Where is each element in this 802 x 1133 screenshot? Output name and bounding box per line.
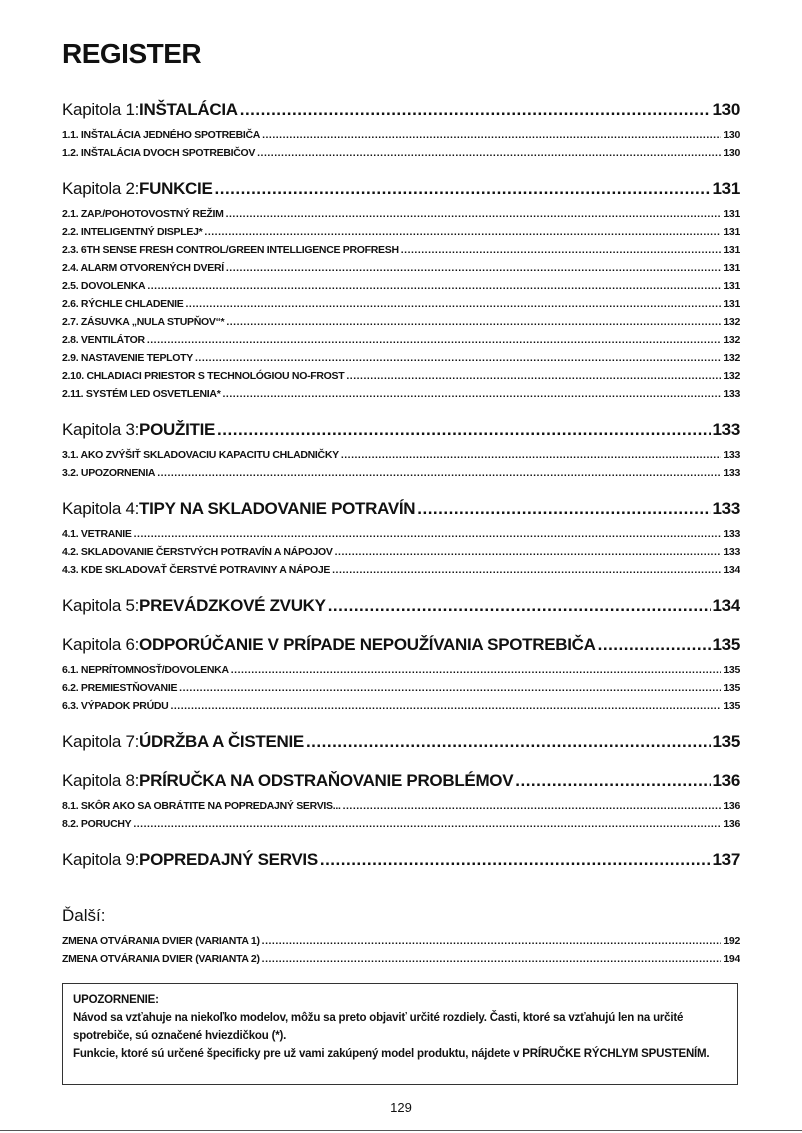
chapter-page: 137 [712, 850, 740, 869]
dot-leader [133, 815, 721, 833]
chapter-title: INŠTALÁCIA [139, 100, 238, 119]
toc-entry[interactable] [62, 223, 740, 241]
chapter-title: PREVÁDZKOVÉ ZVUKY [139, 596, 326, 615]
dot-leader [257, 144, 721, 162]
toc-entry[interactable] [62, 543, 740, 561]
toc-entry-label: 1.1. INŠTALÁCIA JEDNÉHO SPOTREBIČA [62, 129, 261, 141]
toc-entry[interactable] [62, 205, 740, 223]
toc-entry[interactable] [62, 815, 740, 833]
toc-entry[interactable] [62, 367, 740, 385]
bottom-rule [0, 1130, 802, 1131]
toc-chapter-section [62, 177, 740, 403]
toc-entry-label: 3.1. AKO ZVÝŠIŤ SKLADOVACIU KAPACITU CHLADNIČKY [62, 449, 339, 461]
dot-leader [185, 295, 721, 313]
toc-entry[interactable] [62, 349, 740, 367]
toc-entry[interactable] [62, 241, 740, 259]
dot-leader [226, 205, 722, 223]
toc-entry[interactable] [62, 464, 740, 482]
dot-leader [157, 464, 721, 482]
toc-entry-label: 4.3. KDE SKLADOVAŤ ČERSTVÉ POTRAVINY A NÁPOJE [62, 564, 331, 576]
toc-chapter[interactable] [62, 497, 740, 521]
toc-entry[interactable] [62, 697, 740, 715]
toc-chapter[interactable] [62, 730, 740, 754]
toc-entry-page: 130 [723, 129, 740, 141]
toc-entry-label: 2.4. ALARM OTVORENÝCH DVERÍ [62, 262, 224, 274]
toc-entry-page: 132 [723, 370, 740, 382]
toc-entry-page: 133 [723, 546, 740, 558]
dot-leader [231, 661, 722, 679]
toc-entry-label: ZMENA OTVÁRANIA DVIER (VARIANTA 1) [62, 935, 260, 947]
toc-entry[interactable] [62, 331, 740, 349]
toc-entry-label: 8.1. SKÔR AKO SA OBRÁTITE NA POPREDAJNÝ SERVIS... [62, 800, 341, 812]
toc-entry[interactable] [62, 950, 740, 968]
toc-entry[interactable] [62, 126, 740, 144]
toc-entry-page: 130 [723, 147, 740, 159]
dot-leader [215, 177, 711, 201]
toc-chapter[interactable] [62, 594, 740, 618]
notice-text: Funkcie, ktoré sú určené špecificky pre už vami zakúpený model produktu, nájdete v PRÍRUČKE RÝCHLYM SPUSTENÍM. [73, 1048, 710, 1060]
toc-entry-label: ZMENA OTVÁRANIA DVIER (VARIANTA 2) [62, 953, 260, 965]
chapter-prefix: Kapitola 6: [62, 635, 140, 654]
toc-entry-page: 131 [723, 298, 740, 310]
toc-chapter-section [62, 848, 740, 872]
toc-entry-page: 192 [723, 935, 740, 947]
toc-entry-label: 4.2. SKLADOVANIE ČERSTVÝCH POTRAVÍN A NÁPOJOV [62, 546, 333, 558]
page-title: REGISTER [62, 38, 202, 69]
toc-entry-label: 2.3. 6TH SENSE FRESH CONTROL/GREEN INTELLIGENCE PROFRESH [62, 244, 399, 256]
toc-entry-label: 2.10. CHLADIACI PRIESTOR S TECHNOLÓGIOU NO-FROST [62, 370, 345, 382]
toc-entry[interactable] [62, 932, 740, 950]
toc-entry[interactable] [62, 313, 740, 331]
chapter-title: FUNKCIE [139, 179, 213, 198]
toc-entry-label: 2.11. SYSTÉM LED OSVETLENIA* [62, 388, 221, 400]
toc-entry-page: 131 [723, 262, 740, 274]
dot-leader [195, 349, 721, 367]
dot-leader [240, 98, 711, 122]
toc-entry-page: 194 [723, 953, 740, 965]
dot-leader [147, 277, 721, 295]
chapter-title: POUŽITIE [139, 420, 216, 439]
toc-entry-label: 2.7. ZÁSUVKA „NULA STUPŇOV“* [62, 316, 225, 328]
dot-leader [226, 313, 721, 331]
toc-chapter-section [62, 594, 740, 618]
toc-entry-page: 131 [723, 226, 740, 238]
toc-entry[interactable] [62, 144, 740, 162]
dot-leader [134, 525, 722, 543]
dot-leader [217, 418, 710, 442]
other-section [62, 904, 740, 968]
chapter-title: ODPORÚČANIE V PRÍPADE NEPOUŽÍVANIA SPOTREBIČA [139, 635, 596, 654]
toc-chapter[interactable] [62, 98, 740, 122]
other-heading: Ďalší: [62, 906, 106, 925]
dot-leader [598, 633, 711, 657]
toc-entry-page: 135 [723, 700, 740, 712]
dot-leader [346, 367, 721, 385]
toc-chapter[interactable] [62, 418, 740, 442]
page-number: 129 [390, 1100, 412, 1115]
chapter-page: 130 [712, 100, 740, 119]
toc-chapter-section [62, 98, 740, 162]
chapter-page: 136 [712, 771, 740, 790]
toc-entry[interactable] [62, 561, 740, 579]
toc-entry-label: 2.9. NASTAVENIE TEPLOTY [62, 352, 193, 364]
toc-entry-label: 4.1. VETRANIE [62, 528, 132, 540]
chapter-prefix: Kapitola 8: [62, 771, 140, 790]
toc-entry-label: 2.2. INTELIGENTNÝ DISPLEJ* [62, 226, 203, 238]
toc-chapter-section [62, 633, 740, 715]
dot-leader [222, 385, 721, 403]
toc-entry-label: 1.2. INŠTALÁCIA DVOCH SPOTREBIČOV [62, 147, 256, 159]
toc-entry-page: 135 [723, 682, 740, 694]
toc-entry-page: 133 [723, 528, 740, 540]
dot-leader [262, 950, 722, 968]
toc-entry-page: 131 [723, 208, 740, 220]
toc-chapter[interactable] [62, 177, 740, 201]
toc-entry[interactable] [62, 446, 740, 464]
toc-entry-label: 6.3. VÝPADOK PRÚDU [62, 700, 169, 712]
toc-entry[interactable] [62, 525, 740, 543]
toc-entry[interactable] [62, 277, 740, 295]
toc-chapter[interactable] [62, 633, 740, 657]
chapter-title: PRÍRUČKA NA ODSTRAŇOVANIE PROBLÉMOV [139, 771, 514, 790]
dot-leader [262, 126, 721, 144]
toc-entry-page: 132 [723, 334, 740, 346]
toc-chapter-section [62, 497, 740, 579]
notice-heading: UPOZORNENIE: [73, 994, 159, 1006]
dot-leader [335, 543, 722, 561]
toc-chapter[interactable] [62, 848, 740, 872]
chapter-title: POPREDAJNÝ SERVIS [139, 850, 318, 869]
chapter-title: TIPY NA SKLADOVANIE POTRAVÍN [139, 499, 416, 518]
dot-leader [320, 848, 711, 872]
dot-leader [515, 769, 710, 793]
chapter-prefix: Kapitola 7: [62, 732, 140, 751]
chapter-page: 133 [712, 499, 740, 518]
notice-box [62, 983, 738, 1085]
toc-entry-label: 6.1. NEPRÍTOMNOSŤ/DOVOLENKA [62, 664, 229, 676]
chapter-page: 133 [712, 420, 740, 439]
toc-entry-label: 3.2. UPOZORNENIA [62, 467, 156, 479]
toc-entry-page: 131 [723, 280, 740, 292]
dot-leader [341, 446, 722, 464]
toc-entry-page: 132 [723, 316, 740, 328]
toc-entry-label: 2.1. ZAP./POHOTOVOSTNÝ REŽIM [62, 208, 224, 220]
toc-entry-page: 131 [723, 244, 740, 256]
toc-entry-page: 136 [723, 800, 740, 812]
chapter-prefix: Kapitola 4: [62, 499, 140, 518]
toc-entry-label: 2.8. VENTILÁTOR [62, 334, 145, 346]
toc-entry-label: 2.5. DOVOLENKA [62, 280, 146, 292]
toc-entry[interactable] [62, 385, 740, 403]
toc-entry[interactable] [62, 679, 740, 697]
dot-leader [328, 594, 711, 618]
toc-entry-page: 133 [723, 467, 740, 479]
toc-chapter[interactable] [62, 769, 740, 793]
dot-leader [401, 241, 722, 259]
chapter-page: 135 [712, 635, 740, 654]
dot-leader [179, 679, 721, 697]
toc-entry-page: 136 [723, 818, 740, 830]
toc-entry-page: 134 [723, 564, 740, 576]
chapter-prefix: Kapitola 2: [62, 179, 140, 198]
toc-chapter-section [62, 730, 740, 754]
dot-leader [170, 697, 721, 715]
chapter-prefix: Kapitola 9: [62, 850, 140, 869]
chapter-page: 131 [712, 179, 740, 198]
table-of-contents [62, 83, 740, 968]
toc-entry-page: 133 [723, 388, 740, 400]
chapter-prefix: Kapitola 3: [62, 420, 140, 439]
dot-leader [147, 331, 722, 349]
dot-leader [204, 223, 721, 241]
dot-leader [417, 497, 710, 521]
chapter-page: 134 [712, 596, 740, 615]
chapter-prefix: Kapitola 1: [62, 100, 140, 119]
toc-entry[interactable] [62, 661, 740, 679]
toc-entry[interactable] [62, 295, 740, 313]
dot-leader [343, 797, 722, 815]
dot-leader [262, 932, 722, 950]
toc-chapter-section [62, 418, 740, 482]
dot-leader [332, 561, 721, 579]
toc-entry-label: 2.6. RÝCHLE CHLADENIE [62, 298, 184, 310]
toc-entry-label: 6.2. PREMIESTŇOVANIE [62, 682, 178, 694]
toc-chapter-section [62, 769, 740, 833]
toc-entry-page: 135 [723, 664, 740, 676]
dot-leader [306, 730, 711, 754]
toc-entry-label: 8.2. PORUCHY [62, 818, 132, 830]
chapter-page: 135 [712, 732, 740, 751]
notice-text: Návod sa vzťahuje na niekoľko modelov, môžu sa preto objaviť určité rozdiely. Časti, ktoré sa vzťahujú len na určité spotrebiče, sú označené hviezdičkou (*). [73, 1012, 684, 1042]
chapter-prefix: Kapitola 5: [62, 596, 140, 615]
toc-entry-page: 132 [723, 352, 740, 364]
chapter-title: ÚDRŽBA A ČISTENIE [139, 732, 304, 751]
toc-entry[interactable] [62, 797, 740, 815]
toc-entry-page: 133 [723, 449, 740, 461]
dot-leader [226, 259, 722, 277]
toc-entry[interactable] [62, 259, 740, 277]
